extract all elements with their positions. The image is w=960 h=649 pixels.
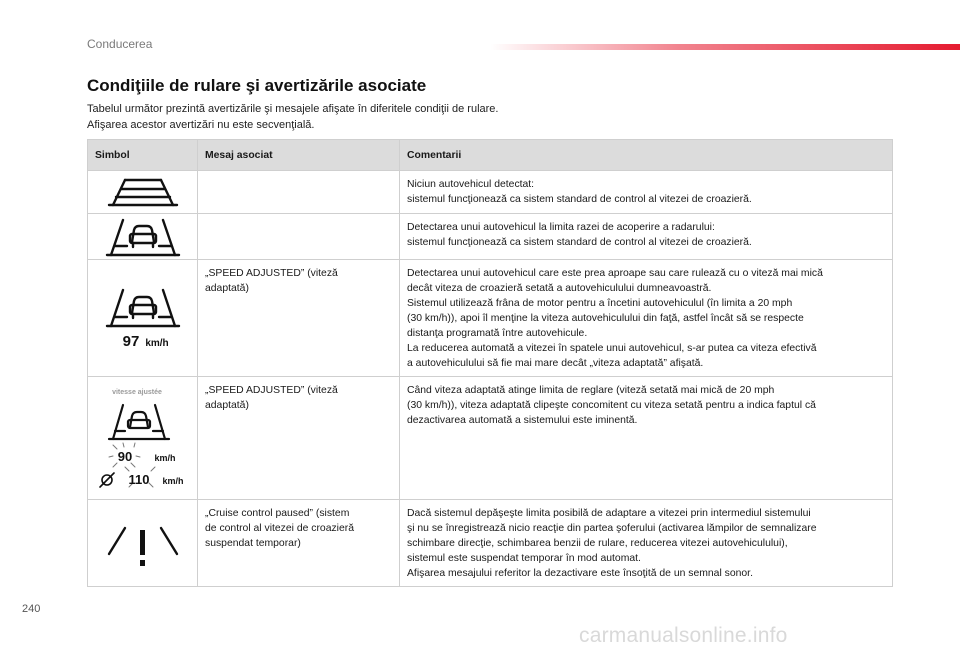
speed-unit-blinking: km/h: [153, 453, 176, 463]
message-line: adaptată): [205, 283, 249, 294]
comment-line: Detectarea unui autovehicul care este prea aproape sau care rulează cu o viteză mai mică: [407, 268, 823, 279]
symbol-cell: [88, 500, 198, 587]
header-accent-bar: [490, 44, 960, 50]
message-cell: [198, 214, 400, 260]
comment-line: a autovehiculului să fie mai mare decât „viteza adaptată” afişată.: [407, 358, 704, 369]
comment-line: (30 km/h)), apoi îl menţine la viteza autovehiculului din faţă, astfel încât să se respecte: [407, 313, 804, 324]
comment-cell: [400, 377, 893, 500]
message-cell: [198, 171, 400, 214]
message-line: adaptată): [205, 400, 249, 411]
message-line: „Cruise control paused” (sistem: [205, 508, 350, 519]
header-comentarii: Comentarii: [400, 140, 893, 171]
comment-cell: [400, 500, 893, 587]
table-header-row: [88, 140, 893, 171]
message-line: „SPEED ADJUSTED” (viteză: [205, 385, 338, 396]
speed-value-blinking: 90: [117, 449, 132, 464]
page-title: Condiţiile de rulare şi avertizările asociate: [87, 76, 427, 95]
table-row: [88, 214, 893, 260]
comment-line: La reducerea automată a vitezei în spatele unui autovehicul, s-ar putea ca viteza efectivă: [407, 343, 817, 354]
symbol-cell: [88, 214, 198, 260]
comment-line: dezactivarea automată a sistemului este iminentă.: [407, 415, 638, 426]
lane-lines-icon: [103, 176, 183, 208]
comment-cell: [400, 214, 893, 260]
section-label: Conducerea: [87, 37, 153, 51]
comment-cell: [400, 260, 893, 377]
set-speed-value: 110: [128, 472, 149, 487]
comment-cell: [400, 171, 893, 214]
intro-line: Afişarea acestor avertizări nu este secvenţială.: [87, 119, 315, 131]
message-line: de control al vitezei de croazieră: [205, 523, 355, 534]
watermark: carmanualsonline.info: [579, 624, 788, 647]
comment-line: (30 km/h)), viteza adaptată clipeşte concomitent cu viteza setată pentru a indica faptul că: [407, 400, 816, 411]
warnings-table: [87, 139, 893, 587]
message-cell: [198, 500, 400, 587]
speed-unit: km/h: [144, 338, 169, 349]
table-row: [88, 260, 893, 377]
symbol-cell: [88, 377, 198, 500]
table-row: [88, 500, 893, 587]
comment-line: sistemul funcţionează ca sistem standard de control al vitezei de croazieră.: [407, 237, 752, 248]
header-mesaj: Mesaj asociat: [198, 140, 400, 171]
intro-text: [87, 101, 498, 133]
comment-line: Afişarea mesajului referitor la dezactivare este însoţită de un semnal sonor.: [407, 568, 753, 579]
warning-exclamation-icon: [103, 516, 183, 570]
car-ahead-speed-icon: [103, 286, 183, 350]
comment-line: şi nu se înregistrează nicio reacţie din partea şoferului (activarea lămpilor de semnalizare: [407, 523, 817, 534]
car-ahead-lane-icon: [103, 216, 183, 258]
message-line: suspendat temporar): [205, 538, 301, 549]
comment-line: sistemul funcţionează ca sistem standard de control al vitezei de croazieră.: [407, 194, 752, 205]
symbol-cell: [88, 171, 198, 214]
comment-line: Detectarea unui autovehicul la limita razei de acoperire a radarului:: [407, 222, 715, 233]
intro-line: Tabelul următor prezintă avertizările şi mesajele afişate în diferitele condiţii de rulare.: [87, 103, 499, 115]
speed-value: 97: [122, 333, 139, 350]
comment-line: decât viteza de croazieră setată a autovehiculului dumneavoastră.: [407, 283, 712, 294]
comment-line: Sistemul utilizează frâna de motor pentru a încetini autovehiculul (în limita a 20 mph: [407, 298, 793, 309]
comment-line: Dacă sistemul depăşeşte limita posibilă de adaptare a vitezei prin intermediul sistemului: [407, 508, 811, 519]
message-line: „SPEED ADJUSTED” (viteză: [205, 268, 338, 279]
comment-line: Când viteza adaptată atinge limita de reglare (viteză setată mai mică de 20 mph: [407, 385, 775, 396]
comment-line: sistemul este suspendat temporar în mod automat.: [407, 553, 641, 564]
set-speed-unit: km/h: [161, 476, 184, 486]
message-cell: [198, 377, 400, 500]
message-cell: [198, 260, 400, 377]
speed-adjusted-caption: vitesse ajustée: [111, 389, 162, 396]
comment-line: Niciun autovehicul detectat:: [407, 179, 535, 190]
table-row: [88, 377, 893, 500]
symbol-cell: [88, 260, 198, 377]
header-simbol: Simbol: [88, 140, 198, 171]
comment-line: distanţa programată între autovehicule.: [407, 328, 588, 339]
comment-line: schimbare direcţie, schimbarea benzii de rulare, reducerea vitezei autovehiculului),: [407, 538, 788, 549]
table-row: [88, 171, 893, 214]
speed-adjusted-blinking-icon: [95, 383, 191, 493]
page-number: 240: [22, 603, 41, 615]
